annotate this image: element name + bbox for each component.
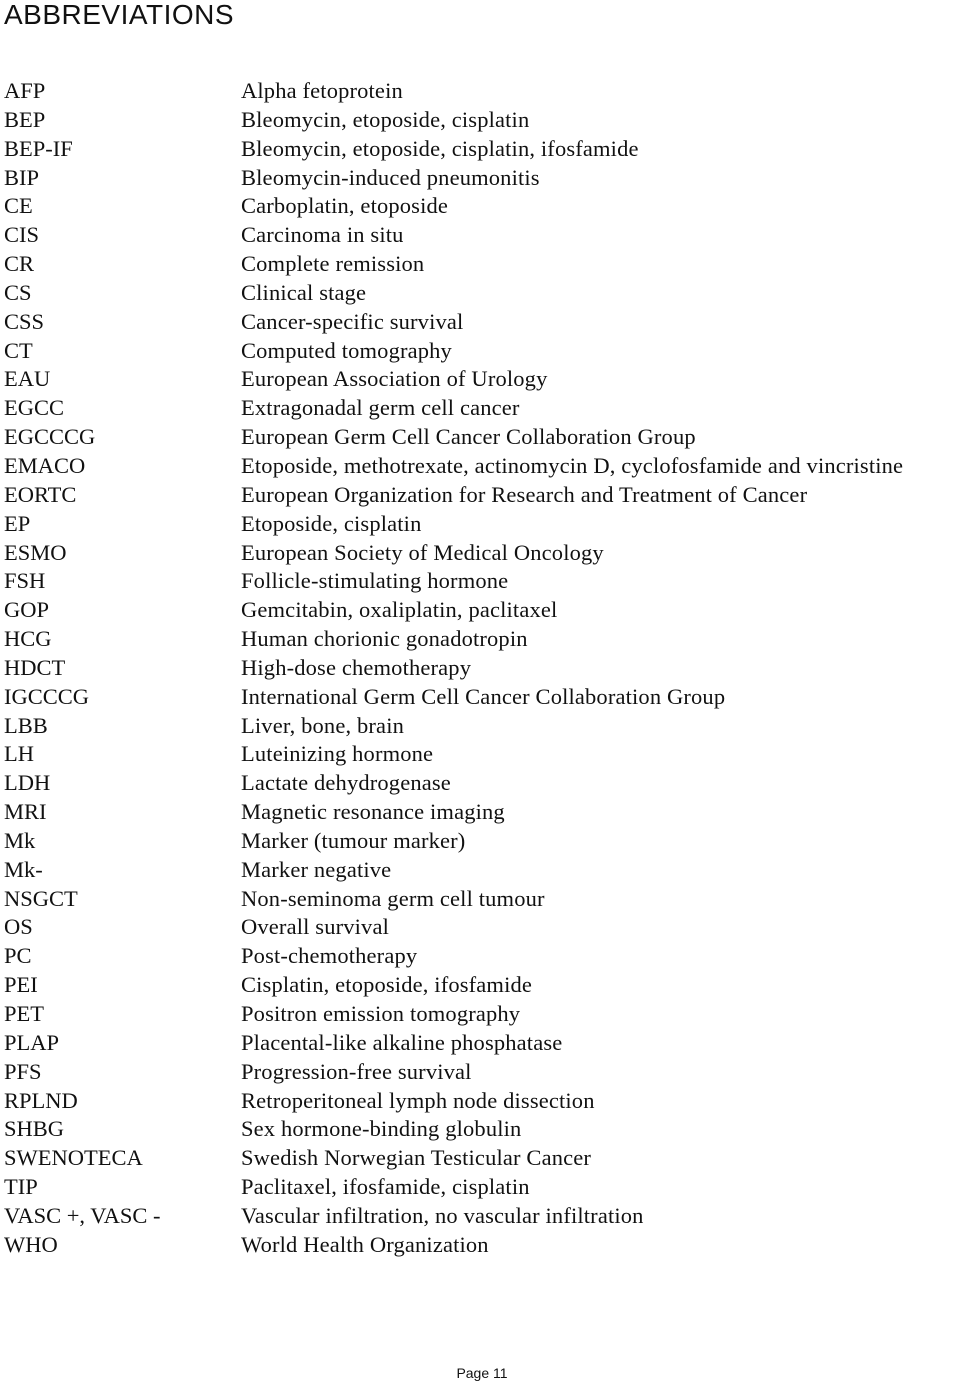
abbreviation-term: FSH — [4, 568, 46, 594]
abbreviation-term: VASC +, VASC - — [4, 1202, 161, 1228]
abbreviation-row — [0, 827, 960, 856]
abbreviation-definition: Bleomycin-induced pneumonitis — [241, 164, 540, 190]
abbreviation-term: ESMO — [4, 539, 67, 565]
abbreviation-definition: Alpha fetoprotein — [241, 78, 403, 103]
abbreviation-row — [0, 683, 960, 712]
abbreviation-definition: Liver, bone, brain — [241, 712, 404, 738]
abbreviation-term: PEI — [4, 972, 38, 998]
abbreviation-row — [0, 913, 960, 942]
abbreviation-term: BIP — [4, 164, 40, 190]
abbreviation-definition: Vascular infiltration, no vascular infiltration — [241, 1202, 644, 1228]
abbreviation-definition: Paclitaxel, ifosfamide, cisplatin — [241, 1174, 530, 1200]
abbreviation-row — [0, 942, 960, 971]
abbreviation-definition: European Organization for Research and Treatment of Cancer — [241, 481, 808, 507]
abbreviation-row — [0, 481, 960, 510]
abbreviation-definition: International Germ Cell Cancer Collaboration Group — [241, 683, 726, 709]
abbreviation-term: CT — [4, 337, 33, 363]
abbreviation-definition: Etoposide, methotrexate, actinomycin D, cyclofosfamide and vincristine — [241, 452, 904, 478]
abbreviation-definition: Sex hormone-binding globulin — [241, 1116, 522, 1142]
abbreviation-row — [0, 712, 960, 741]
abbreviation-row — [0, 221, 960, 250]
abbreviation-term: GOP — [4, 597, 50, 623]
abbreviation-definition: Bleomycin, etoposide, cisplatin, ifosfamide — [241, 135, 639, 161]
abbreviation-definition: European Association of Urology — [241, 366, 548, 392]
abbreviation-term: EMACO — [4, 452, 86, 478]
abbreviation-definition: Lactate dehydrogenase — [241, 770, 451, 796]
abbreviation-row — [0, 308, 960, 337]
abbreviation-definition: European Society of Medical Oncology — [241, 539, 604, 565]
abbreviation-term: PFS — [4, 1058, 42, 1084]
abbreviation-term: EGCC — [4, 395, 65, 421]
abbreviation-term: CR — [4, 251, 35, 277]
abbreviation-term: HDCT — [4, 654, 66, 680]
abbreviation-list — [0, 77, 960, 1260]
abbreviation-definition: Cancer-specific survival — [241, 308, 464, 334]
abbreviation-row — [0, 1231, 960, 1260]
abbreviation-definition: Extragonadal germ cell cancer — [241, 395, 520, 421]
abbreviation-row — [0, 1058, 960, 1087]
abbreviation-term: CIS — [4, 222, 40, 248]
abbreviation-row — [0, 164, 960, 193]
abbreviation-term: EGCCCG — [4, 424, 96, 450]
abbreviation-term: PLAP — [4, 1029, 60, 1055]
abbreviation-definition: Post-chemotherapy — [241, 943, 418, 969]
abbreviation-definition: Clinical stage — [241, 279, 367, 305]
abbreviation-term: IGCCCG — [4, 683, 90, 709]
abbreviation-row — [0, 106, 960, 135]
abbreviation-row — [0, 1087, 960, 1116]
abbreviation-term: LDH — [4, 770, 51, 796]
abbreviation-row — [0, 77, 960, 106]
abbreviation-term: BEP-IF — [4, 135, 73, 161]
abbreviation-row — [0, 596, 960, 625]
abbreviation-term: WHO — [4, 1231, 58, 1257]
abbreviation-row — [0, 423, 960, 452]
abbreviation-term: TIP — [4, 1174, 38, 1200]
abbreviation-term: EP — [4, 510, 31, 536]
abbreviation-definition: Cisplatin, etoposide, ifosfamide — [241, 972, 533, 998]
abbreviation-definition: Placental-like alkaline phosphatase — [241, 1029, 563, 1055]
abbreviation-definition: High-dose chemotherapy — [241, 654, 472, 680]
abbreviation-term: SWENOTECA — [4, 1145, 143, 1171]
abbreviation-term: EORTC — [4, 481, 77, 507]
abbreviation-definition: Computed tomography — [241, 337, 452, 363]
abbreviation-term: CS — [4, 279, 32, 305]
abbreviation-term: PC — [4, 943, 32, 969]
abbreviation-row — [0, 856, 960, 885]
abbreviation-row — [0, 192, 960, 221]
abbreviation-definition: Follicle-stimulating hormone — [241, 568, 509, 594]
abbreviation-term: Mk — [4, 827, 36, 853]
abbreviation-definition: Marker negative — [241, 856, 392, 882]
abbreviation-row — [0, 885, 960, 914]
abbreviation-row — [0, 654, 960, 683]
abbreviation-row — [0, 135, 960, 164]
abbreviation-definition: Complete remission — [241, 251, 425, 277]
abbreviation-row — [0, 1115, 960, 1144]
abbreviation-definition: Marker (tumour marker) — [241, 827, 466, 853]
abbreviation-row — [0, 567, 960, 596]
abbreviation-term: PET — [4, 1001, 45, 1026]
abbreviation-row — [0, 337, 960, 366]
abbreviation-definition: Swedish Norwegian Testicular Cancer — [241, 1145, 592, 1171]
abbreviation-term: HCG — [4, 626, 52, 652]
abbreviation-definition: Carboplatin, etoposide — [241, 193, 449, 219]
abbreviation-term: SHBG — [4, 1116, 65, 1142]
abbreviation-row — [0, 971, 960, 1000]
page-number: Page 11 — [456, 1365, 508, 1381]
abbreviation-row — [0, 539, 960, 568]
abbreviation-row — [0, 279, 960, 308]
abbreviation-row — [0, 1029, 960, 1058]
page-footer — [0, 1364, 960, 1382]
abbreviation-row — [0, 769, 960, 798]
abbreviation-definition: Bleomycin, etoposide, cisplatin — [241, 106, 530, 132]
abbreviation-definition: Magnetic resonance imaging — [241, 799, 505, 825]
abbreviation-definition: World Health Organization — [241, 1231, 489, 1257]
abbreviation-row — [0, 1000, 960, 1029]
abbreviation-definition: Etoposide, cisplatin — [241, 510, 422, 536]
abbreviation-definition: Carcinoma in situ — [241, 222, 404, 248]
abbreviation-term: AFP — [4, 78, 46, 103]
abbreviation-term: LBB — [4, 712, 48, 738]
abbreviation-row — [0, 740, 960, 769]
abbreviation-definition: Human chorionic gonadotropin — [241, 626, 528, 652]
abbreviation-term: EAU — [4, 366, 51, 392]
abbreviation-row — [0, 365, 960, 394]
abbreviation-term: MRI — [4, 799, 47, 825]
abbreviation-definition: Luteinizing hormone — [241, 741, 434, 767]
abbreviation-definition: Non-seminoma germ cell tumour — [241, 885, 545, 911]
abbreviation-row — [0, 798, 960, 827]
abbreviation-term: LH — [4, 741, 34, 767]
abbreviation-term: Mk- — [4, 856, 43, 882]
abbreviation-row — [0, 250, 960, 279]
abbreviation-row — [0, 1144, 960, 1173]
abbreviation-row — [0, 1173, 960, 1202]
abbreviation-term: BEP — [4, 106, 46, 132]
page-title: ABBREVIATIONS — [4, 0, 235, 30]
abbreviation-definition: Retroperitoneal lymph node dissection — [241, 1087, 595, 1113]
abbreviation-row — [0, 1202, 960, 1231]
abbreviation-row — [0, 510, 960, 539]
abbreviation-term: CE — [4, 193, 33, 219]
abbreviation-row — [0, 394, 960, 423]
abbreviation-term: NSGCT — [4, 885, 78, 911]
abbreviation-term: CSS — [4, 308, 45, 334]
abbreviation-term: RPLND — [4, 1087, 78, 1113]
abbreviation-definition: Gemcitabin, oxaliplatin, paclitaxel — [241, 597, 558, 623]
abbreviation-row — [0, 452, 960, 481]
abbreviation-definition: Overall survival — [241, 914, 389, 940]
abbreviation-definition: Progression-free survival — [241, 1058, 472, 1084]
abbreviation-row — [0, 625, 960, 654]
abbreviation-definition: Positron emission tomography — [241, 1001, 521, 1026]
abbreviation-term: OS — [4, 914, 33, 940]
abbreviation-definition: European Germ Cell Cancer Collaboration Group — [241, 424, 696, 450]
